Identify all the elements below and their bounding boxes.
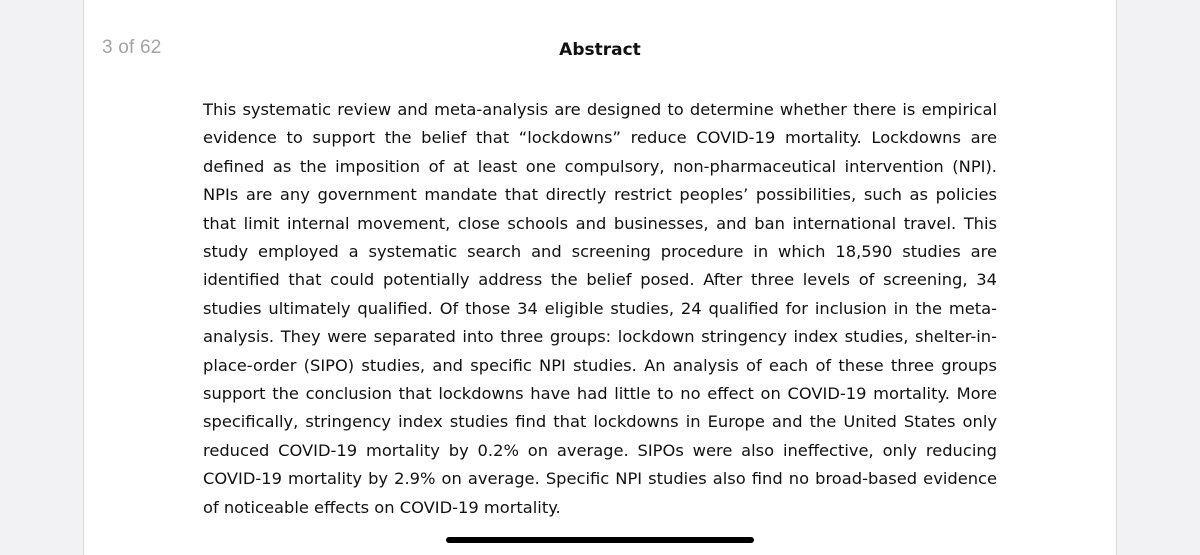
abstract-body: This systematic review and meta-analysis are designed to determine whether there is empirical evidence to support the belief that “lockdowns” reduce COVID-19 mortality. Lockdowns are defined as the imposition of at least one compulsory, non-pharmaceutical intervention (NPI). NPIs are any government mandate that directly restrict peoples’ possibilities, such as policies that limit internal movement, close schools and businesses, and ban international travel. This study employed a systematic search and screening procedure in which 18,590 studies are identified that could potentially address the belief posed. After three levels of screening, 34 studies ultimately qualified. Of those 34 eligible studies, 24 qualified for inclusion in the meta-analysis. They were separated into three groups: lockdown stringency index studies, shelter-in-place-order (SIPO) studies, and specific NPI studies. An analysis of each of these three groups support the conclusion that lockdowns have had little to no effect on COVID-19 mortality. More specifically, stringency index studies find that lockdowns in Europe and the United States only reduced COVID-19 mortality by 0.2% on average. SIPOs were also ineffective, only reducing COVID-19 mortality by 2.9% on average. Specific NPI studies also find no broad-based evidence of noticeable effects on COVID-19 mortality. [203,100,997,517]
page-indicator: 3 of 62 [102,37,162,58]
home-indicator-bar[interactable] [446,537,754,543]
abstract-heading: Abstract [559,40,641,60]
